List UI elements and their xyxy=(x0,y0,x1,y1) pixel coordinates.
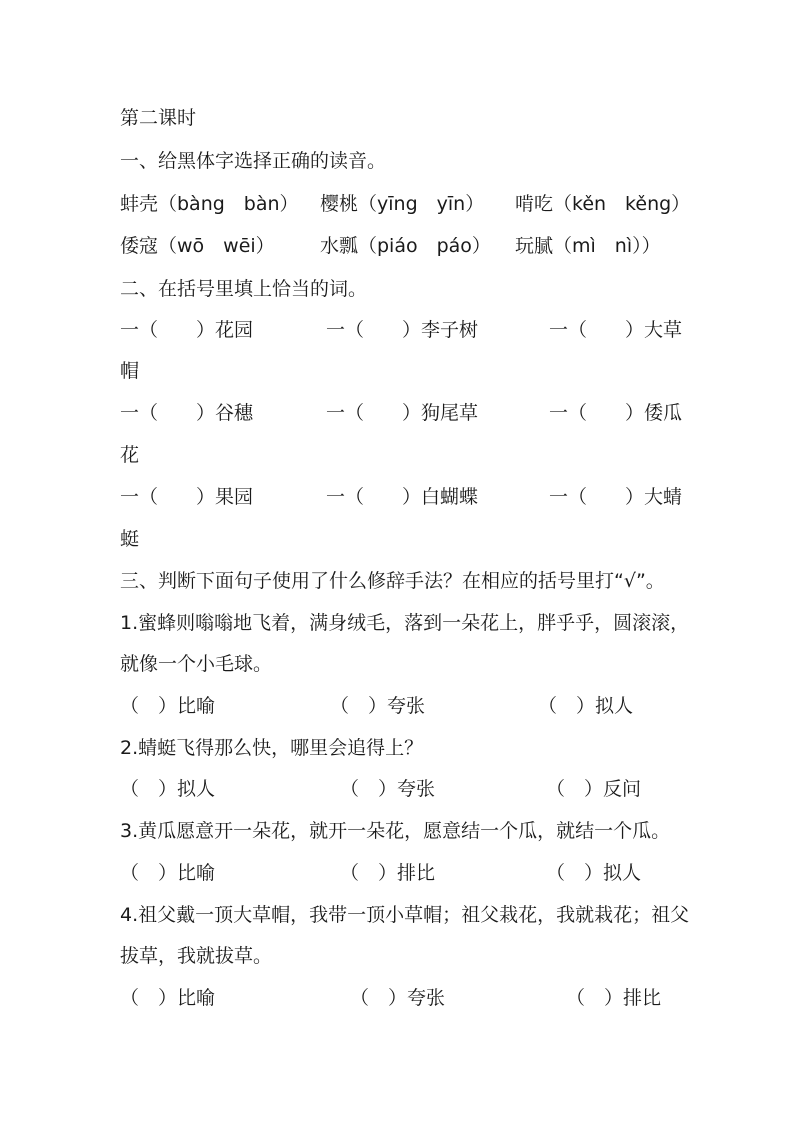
fill-blank-item: 一（ ）大蜻 xyxy=(549,486,683,508)
option-item: （ ）比喻 xyxy=(120,695,216,717)
fill-blank-item: 一（ ）白蝴蝶 xyxy=(326,486,479,508)
fill-blank-item: 一（ ）谷穗 xyxy=(120,402,254,424)
pinyin-item: 蚌壳（bàng bàn） xyxy=(120,193,299,215)
section3-heading: 三、判断下面句子使用了什么修辞手法？在相应的括号里打“√”。 xyxy=(120,570,665,592)
question-4: 4.祖父戴一顶大草帽，我带一顶小草帽；祖父栽花，我就栽花；祖父 xyxy=(120,904,690,926)
question-3: 3.黄瓜愿意开一朵花，就开一朵花，愿意结一个瓜，就结一个瓜。 xyxy=(120,820,671,842)
option-item: （ ）排比 xyxy=(340,862,436,884)
question-1: 1.蜜蜂则嗡嗡地飞着，满身绒毛，落到一朵花上，胖乎乎，圆滚滚， xyxy=(120,612,690,634)
option-item: （ ）反问 xyxy=(546,778,642,800)
fill-blank-item: 一（ ）倭瓜 xyxy=(549,402,683,424)
fill-blank-item: 一（ ）花园 xyxy=(120,319,254,341)
option-item: （ ）拟人 xyxy=(538,695,634,717)
pinyin-item: 水瓢（piáo páo） xyxy=(320,235,491,257)
option-item: （ ）比喻 xyxy=(120,862,216,884)
fill-blank-item: 一（ ）大草 xyxy=(549,319,683,341)
pinyin-item: 啃吃（kěn kěng） xyxy=(515,193,691,215)
option-item: （ ）拟人 xyxy=(546,862,642,884)
option-item: （ ）夸张 xyxy=(340,778,436,800)
page-title: 第二课时 xyxy=(120,107,197,129)
fill-blank-item: 一（ ）狗尾草 xyxy=(326,402,479,424)
option-item: （ ）夸张 xyxy=(350,987,446,1009)
fill-blank-item: 一（ ）果园 xyxy=(120,486,254,508)
fill-blank-item: 一（ ）李子树 xyxy=(326,319,479,341)
option-item: （ ）拟人 xyxy=(120,778,216,800)
question-4-cont: 拔草，我就拔草。 xyxy=(120,945,273,967)
fill-blank-wrap: 蜓 xyxy=(120,528,140,550)
fill-blank-wrap: 帽 xyxy=(120,360,140,382)
pinyin-item: 玩腻（mì nì）） xyxy=(515,235,661,257)
section1-heading: 一、给黑体字选择正确的读音。 xyxy=(120,150,387,172)
question-1-cont: 就像一个小毛球。 xyxy=(120,653,273,675)
question-2: 2.蜻蜓飞得那么快，哪里会追得上？ xyxy=(120,737,424,759)
option-item: （ ）比喻 xyxy=(120,987,216,1009)
option-item: （ ）排比 xyxy=(566,987,662,1009)
section2-heading: 二、在括号里填上恰当的词。 xyxy=(120,278,368,300)
option-item: （ ）夸张 xyxy=(330,695,426,717)
fill-blank-wrap: 花 xyxy=(120,444,140,466)
pinyin-item: 倭寇（wō wēi） xyxy=(120,235,275,257)
pinyin-item: 樱桃（yīng yīn） xyxy=(320,193,485,215)
